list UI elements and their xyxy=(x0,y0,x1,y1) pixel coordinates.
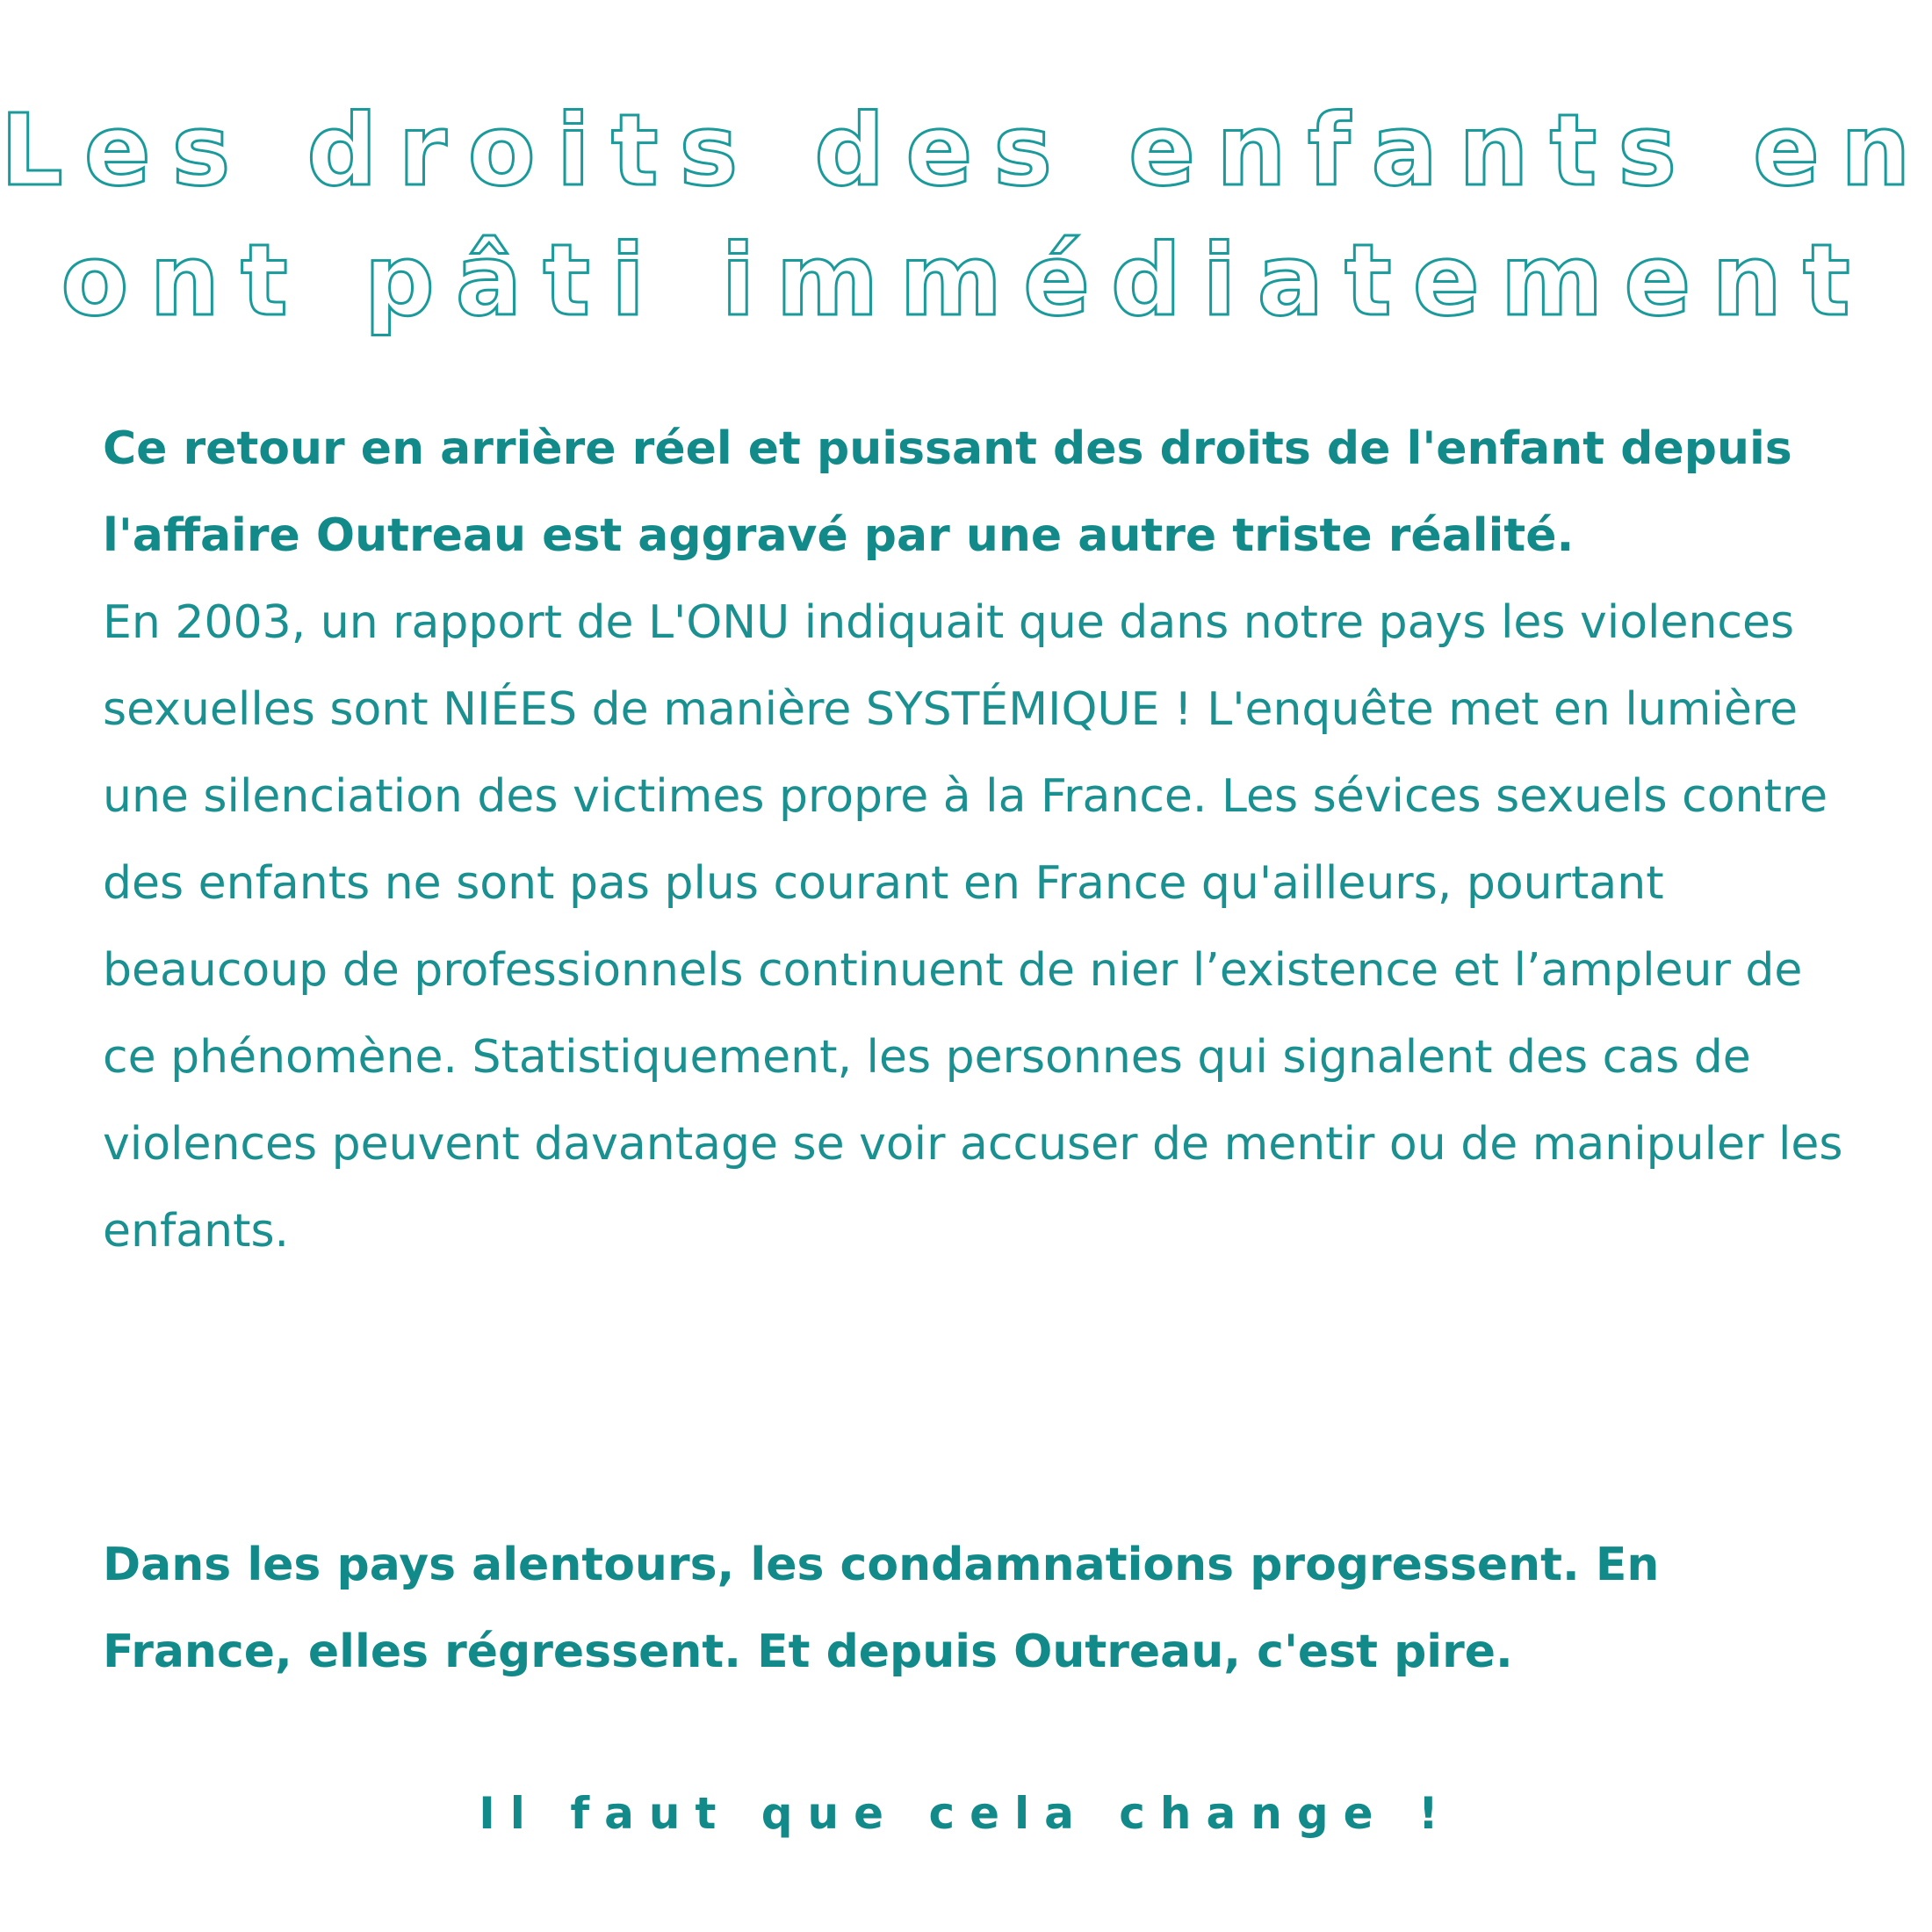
conclusion-paragraph: Dans les pays alentours, les condamnations progressent. En France, elles régressent. Et depuis Outreau, c'est pire. xyxy=(103,1539,1660,1678)
call-to-action: Il faut que cela change ! xyxy=(479,1788,1453,1839)
page-title xyxy=(0,86,1932,346)
lead-paragraph: Ce retour en arrière réel et puissant des droits de l'enfant depuis l'affaire Outreau est aggravé par une autre triste réalité. xyxy=(103,422,1792,562)
title-line-1: Les droits des enfants en xyxy=(0,94,1932,208)
body-paragraph: En 2003, un rapport de L'ONU indiquait que dans notre pays les violences sexuelles sont NIÉES de manière SYSTÉMIQUE ! L'enquête met en lumière une silenciation des victimes propre à la France. Les sévices sexuels contre des enfants ne sont pas plus courant en France qu'ailleurs, pourtant beaucoup de professionnels continuent de nier l’existence et l’ampleur de ce phénomène. Statistiquement, les personnes qui signalent des cas de violences peuvent davantage se voir accuser de mentir ou de manipuler les enfants. xyxy=(103,596,1843,1258)
article-body xyxy=(103,406,1859,1275)
title-line-2: ont pâti immédiatement xyxy=(61,224,1871,338)
